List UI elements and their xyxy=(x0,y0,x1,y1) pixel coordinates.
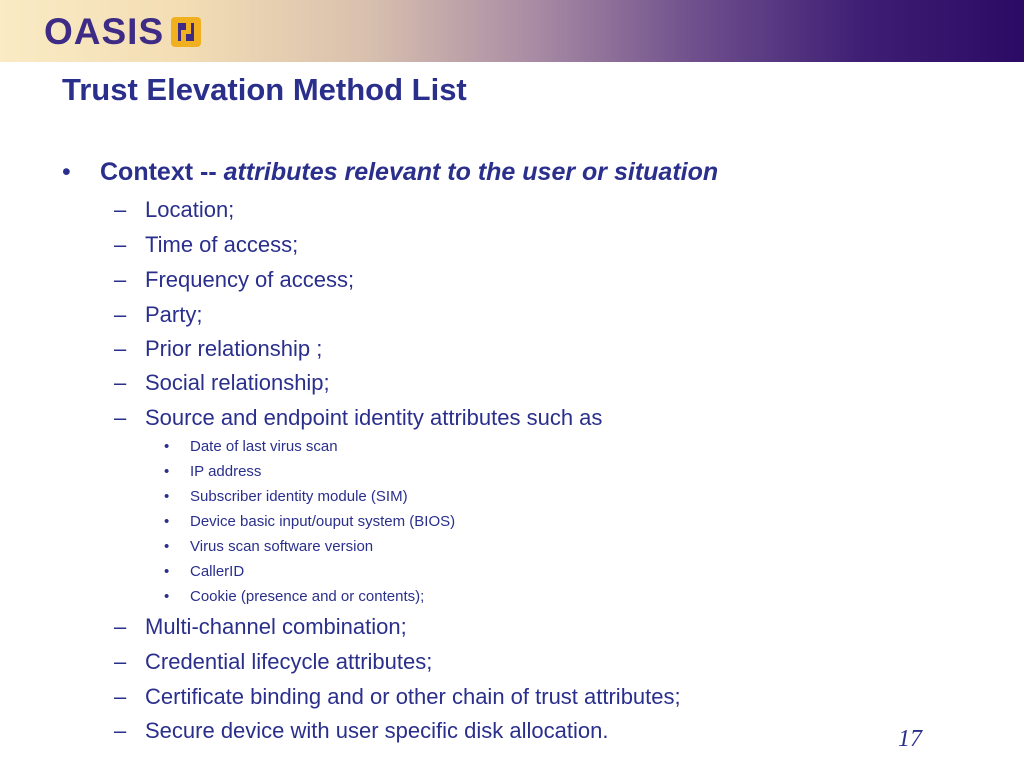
sub-list-item xyxy=(164,488,408,505)
bullet-icon: • xyxy=(164,488,170,505)
sub-list-item xyxy=(164,588,424,605)
list-item xyxy=(114,649,432,675)
sub-list-item-text: Cookie (presence and or contents); xyxy=(190,588,425,605)
sub-list-item xyxy=(164,563,244,580)
list-item xyxy=(114,718,608,744)
list-item xyxy=(114,232,298,258)
dash-icon: – xyxy=(114,232,127,257)
logo-text: OASIS xyxy=(44,11,165,52)
bullet-icon: • xyxy=(164,513,170,530)
dash-icon: – xyxy=(114,405,127,430)
list-item-text: Source and endpoint identity attributes such as xyxy=(145,405,603,430)
dash-icon: – xyxy=(114,649,127,674)
list-item-text: Time of access; xyxy=(145,232,299,257)
sub-list-item-text: Device basic input/ouput system (BIOS) xyxy=(190,513,456,530)
sub-list-item xyxy=(164,513,455,530)
list-item xyxy=(114,197,234,223)
dash-icon: – xyxy=(114,267,127,292)
list-item-text: Multi-channel combination; xyxy=(145,614,407,639)
list-item-text: Certificate binding and or other chain of trust attributes; xyxy=(145,684,681,709)
context-description: attributes relevant to the user or situation xyxy=(223,158,719,186)
dash-icon: – xyxy=(114,302,127,327)
sub-list-item-text: Virus scan software version xyxy=(190,538,374,555)
bullet-icon: • xyxy=(164,538,170,555)
list-item xyxy=(114,267,354,293)
dash-icon: – xyxy=(114,197,127,222)
list-item xyxy=(114,405,602,431)
dash-icon: – xyxy=(114,614,127,639)
sub-list-item-text: Subscriber identity module (SIM) xyxy=(190,488,408,505)
context-bullet-item xyxy=(62,158,718,187)
sub-list-item xyxy=(164,438,338,455)
sub-list-item xyxy=(164,463,261,480)
dash-icon: – xyxy=(114,370,127,395)
list-item xyxy=(114,336,322,362)
list-item xyxy=(114,614,407,640)
bullet-icon: • xyxy=(164,463,170,480)
sub-list-item-text: Date of last virus scan xyxy=(190,438,338,455)
sub-list-item-text: CallerID xyxy=(190,563,245,580)
list-item xyxy=(114,302,202,328)
list-item-text: Secure device with user specific disk allocation. xyxy=(145,718,609,743)
dash-icon: – xyxy=(114,684,127,709)
list-item xyxy=(114,684,681,710)
list-item-text: Prior relationship ; xyxy=(145,336,323,361)
list-item-text: Location; xyxy=(145,197,235,222)
sub-list-item-text: IP address xyxy=(190,463,262,480)
sub-list-item xyxy=(164,538,373,555)
dash-icon: – xyxy=(114,336,127,361)
context-lead: Context -- xyxy=(100,158,224,186)
bullet-icon: • xyxy=(164,588,170,605)
list-item-text: Social relationship; xyxy=(145,370,330,395)
list-item-text: Credential lifecycle attributes; xyxy=(145,649,433,674)
bullet-icon: • xyxy=(164,438,170,455)
bullet-icon: • xyxy=(62,158,71,186)
list-item-text: Frequency of access; xyxy=(145,267,355,292)
bullet-icon: • xyxy=(164,563,170,580)
slide-title: Trust Elevation Method List xyxy=(62,72,467,107)
list-item-text: Party; xyxy=(145,302,203,327)
list-item xyxy=(114,370,330,396)
dash-icon: – xyxy=(114,718,127,743)
page-number: 17 xyxy=(898,726,922,752)
